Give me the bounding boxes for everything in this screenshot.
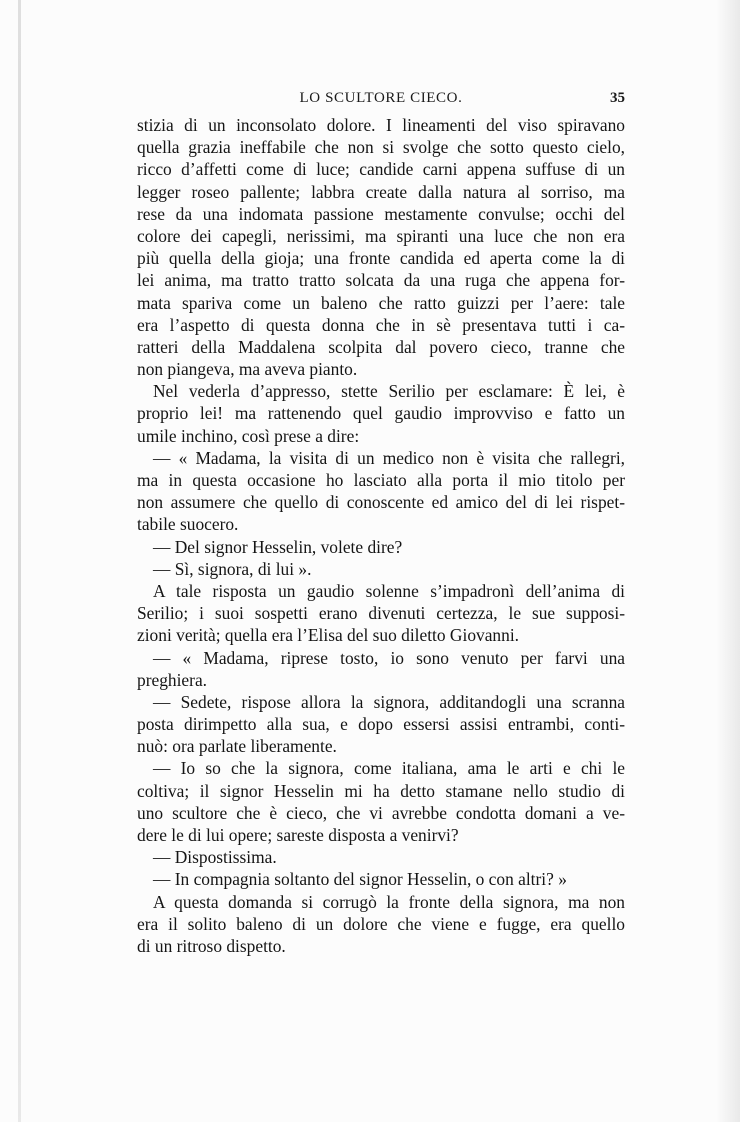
text-line: — In compagnia soltanto del signor Hesselin, o con altri? » — [153, 869, 567, 890]
running-title: LO SCULTORE CIECO. — [299, 90, 463, 106]
text-line: zioni verità; quella era l’Elisa del suo diletto Giovanni. — [137, 625, 519, 646]
text-line: legger roseo pallente; labbra create dalla natura al sorriso, ma — [137, 181, 625, 202]
running-head — [137, 88, 625, 110]
page-edge-shadow-right — [716, 0, 740, 1122]
text-line: più quella della gioja; una fronte candida ed aperta come la di — [137, 248, 625, 269]
text-line: era l’aspetto di questa donna che in sè presentava tutti i ca- — [137, 314, 625, 335]
text-line: rese da una indomata passione mestamente convulse; occhi del — [137, 203, 625, 224]
text-line: uno scultore che è cieco, che vi avrebbe condotta domani a ve- — [137, 802, 625, 823]
text-line: tabile suocero. — [137, 514, 239, 535]
text-line: Nel vederla d’appresso, stette Serilio per esclamare: È lei, è — [153, 381, 625, 402]
body-text — [137, 114, 625, 957]
text-line: colore dei capegli, nerissimi, ma spiranti una luce che non era — [137, 225, 625, 246]
text-line: umile inchino, così prese a dire: — [137, 425, 360, 446]
text-line: proprio lei! ma rattenendo quel gaudio improvviso e fatto un — [137, 403, 625, 424]
text-line: — « Madama, riprese tosto, io sono venuto per farvi una — [153, 647, 625, 668]
text-line: dere le di lui opere; sareste disposta a venirvi? — [137, 825, 459, 845]
text-line: non piangeva, ma aveva pianto. — [137, 359, 358, 380]
page-number: 35 — [610, 90, 625, 106]
text-line: A tale risposta un gaudio solenne s’impadronì dell’anima di — [153, 580, 625, 601]
text-line: mata spariva come un baleno che ratto guizzi per l’aere: tale — [137, 292, 625, 313]
text-line: non assumere che quello di conoscente ed amico del di lei rispet- — [137, 492, 625, 513]
text-line: coltiva; il signor Hesselin mi ha detto stamane nello studio di — [137, 780, 625, 801]
text-line: era il solito baleno di un dolore che viene e fugge, era quello — [137, 913, 625, 934]
text-line: stizia di un inconsolato dolore. I lineamenti del viso spiravano — [137, 115, 625, 135]
text-line: nuò: ora parlate liberamente. — [137, 736, 337, 757]
text-line: lei anima, ma tratto tratto solcata da una ruga che appena for- — [137, 270, 625, 291]
text-line: — « Madama, la visita di un medico non è visita che rallegri, — [153, 447, 625, 468]
page-edge-shadow-left — [18, 0, 21, 1122]
text-line: posta dirimpetto alla sua, e dopo essersi assisi entrambi, conti- — [137, 714, 625, 735]
text-line: — Sì, signora, di lui ». — [153, 558, 312, 579]
text-line: — Dispostissima. — [153, 847, 277, 868]
text-line: Serilio; i suoi sospetti erano divenuti certezza, le sue supposi- — [137, 603, 625, 624]
text-line: — Sedete, rispose allora la signora, additandogli una scranna — [153, 691, 625, 712]
text-line: ratteri della Maddalena scolpita dal povero cieco, tranne che — [137, 336, 625, 357]
text-line: ma in questa occasione ho lasciato alla porta il mio titolo per — [137, 470, 625, 490]
text-line: — Del signor Hesselin, volete dire? — [153, 536, 403, 557]
text-line: ricco d’affetti come di luce; candide carni appena suffuse di un — [137, 159, 625, 180]
text-line: — Io so che la signora, come italiana, ama le arti e chi le — [153, 758, 625, 779]
text-line: quella grazia ineffabile che non si svolge che sotto questo cielo, — [137, 137, 625, 158]
text-line: preghiera. — [137, 669, 208, 690]
text-line: A questa domanda si corrugò la fronte della signora, ma non — [153, 891, 625, 912]
text-line: di un ritroso dispetto. — [137, 935, 286, 956]
